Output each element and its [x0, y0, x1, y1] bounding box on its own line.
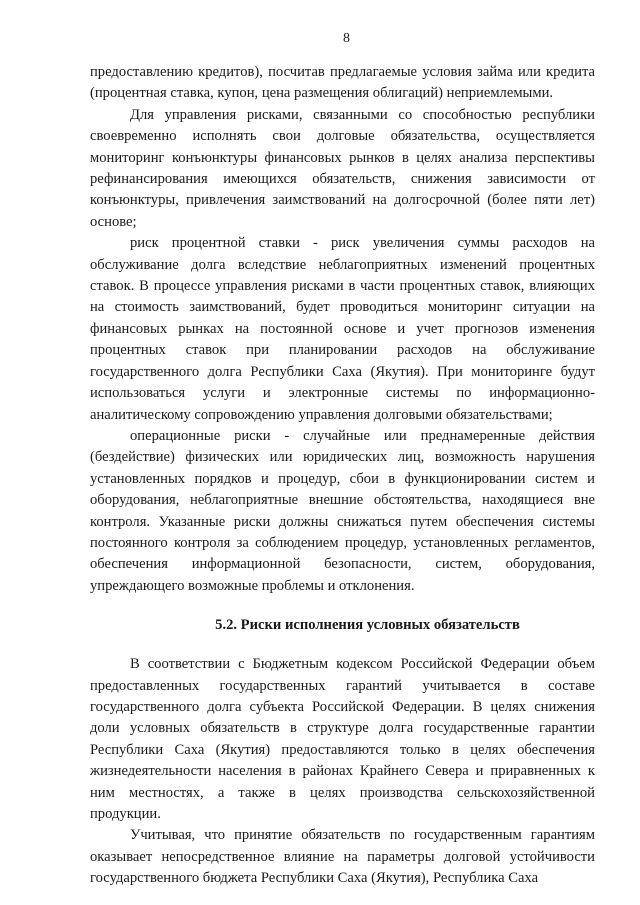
paragraph-budget-code: В соответствии с Бюджетным кодексом Российской Федерации объем предоставленных государственных гарантий учитывается в составе государственного долга субъекта Российской Федерации. В целях снижения доли условных обязательств в структуре долга государственные гарантии Республики Саха (Якутия) предоставляются только в целях обеспечения жизнедеятельности населения в районах Крайнего Севера и приравненных к ним местностях, а также в целях производства сельскохозяйственной продукции.: [90, 656, 595, 822]
section-heading: 5.2. Риски исполнения условных обязательств: [215, 617, 520, 634]
paragraph-continuation: предоставлению кредитов), посчитав предлагаемые условия займа или кредита (процентная ставка, купон, цена размещения облигаций) неприемлемыми.: [90, 64, 595, 102]
page-number: 8: [343, 31, 350, 46]
paragraph-guarantees: Учитывая, что принятие обязательств по государственным гарантиям оказывает непосредственное влияние на параметры долговой устойчивости государственного бюджета Республики Саха (Якутия), Республика Саха: [90, 827, 595, 887]
paragraph-risk-management: Для управления рисками, связанными со способностью республики своевременно исполнять свои долговые обязательства, осуществляется мониторинг конъюнктуры финансовых рынков в целях анализа перспективы рефинансирования имеющихся обязательств, снижения зависимости от конъюнктуры, привлечения заимствований на долгосрочной (более пяти лет) основе;: [90, 106, 595, 230]
paragraph-interest-rate-risk: риск процентной ставки - риск увеличения суммы расходов на обслуживание долга вследствие неблагоприятных изменений процентных ставок. В процессе управления рисками в части процентных ставок, влияющих на стоимость заимствований, будет проводиться мониторинг ситуации на финансовых рынках на постоянной основе и учет прогнозов изменения процентных ставок при планировании расходов на обслуживание государственного долга Республики Саха (Якутия). При мониторинге будут использоваться услуги и электронные системы по информационно-аналитическому сопровождению управления долговыми обязательствами;: [90, 235, 595, 423]
paragraph-operational-risks: операционные риски - случайные или преднамеренные действия (бездействие) физических или юридических лиц, возможность нарушения установленных порядков и процедур, сбои в функционировании систем и оборудования, неблагоприятные внешние обстоятельства, находящиеся вне контроля. Указанные риски должны снижаться путем обеспечения системы постоянного контроля за соблюдением процедур, установленных регламентов, обеспечения информационной безопасности, систем, оборудования, упреждающего возможные проблемы и отклонения.: [90, 427, 595, 594]
